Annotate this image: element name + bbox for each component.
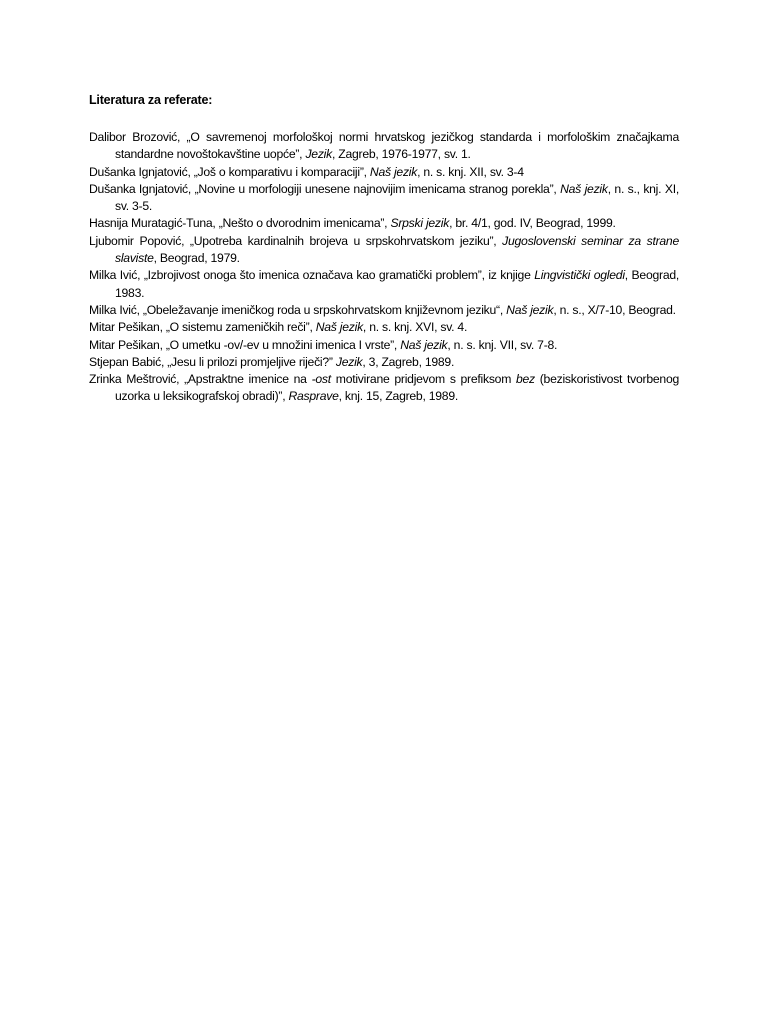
reference-item: Mitar Pešikan, „O sistemu zameničkih reči”, Naš jezik, n. s. knj. XVI, sv. 4. xyxy=(89,320,468,335)
reference-item: Stjepan Babić, „Jesu li prilozi promjeljive riječi?” Jezik, 3, Zagreb, 1989. xyxy=(89,354,455,369)
reference-list xyxy=(89,129,679,406)
page-heading: Literatura za referate: xyxy=(89,93,213,107)
reference-item: Mitar Pešikan, „O umetku -ov/-ev u množini imenica I vrste”, Naš jezik, n. s. knj. VII, sv. 7-8. xyxy=(89,337,558,352)
reference-item: Milka Ivić, „Izbrojivost onoga što imenica označava kao gramatički problem”, iz knjige Lingvistički ogledi, Beograd, 1983. xyxy=(89,268,680,300)
reference-item: Milka Ivić, „Obeležavanje imeničkog roda u srpskohrvatskom književnom jeziku“, Naš jezik, n. s., X/7-10, Beograd. xyxy=(89,302,676,317)
reference-item: Zrinka Meštrović, „Apstraktne imenice na -ost motivirane pridjevom s prefiksom bez (beziskoristivost tvorbenog uzorka u leksikografskoj obradi)”, Rasprave, knj. 15, Zagreb, 1989. xyxy=(89,372,679,404)
document-content xyxy=(89,92,679,406)
reference-item: Dalibor Brozović, „O savremenoj morfološkoj normi hrvatskog jezičkog standarda i morfološkim značajkama standardne novoštokavštine uopće”, Jezik, Zagreb, 1976-1977, sv. 1. xyxy=(89,130,679,162)
reference-item: Ljubomir Popović, „Upotreba kardinalnih brojeva u srpskohrvatskom jeziku”, Jugoslovenski seminar za strane slaviste, Beograd, 1979. xyxy=(89,233,679,266)
reference-item: Dušanka Ignjatović, „Novine u morfologiji unesene najnovijim imenicama stranog porekla”, Naš jezik, n. s., knj. XI, sv. 3-5. xyxy=(89,181,679,214)
reference-item: Hasnija Muratagić-Tuna, „Nešto o dvorodnim imenicama”, Srpski jezik, br. 4/1, god. IV, Beograd, 1999. xyxy=(89,216,616,231)
reference-item: Dušanka Ignjatović, „Još o komparativu i komparaciji”, Naš jezik, n. s. knj. XII, sv. 3-4 xyxy=(89,164,524,179)
